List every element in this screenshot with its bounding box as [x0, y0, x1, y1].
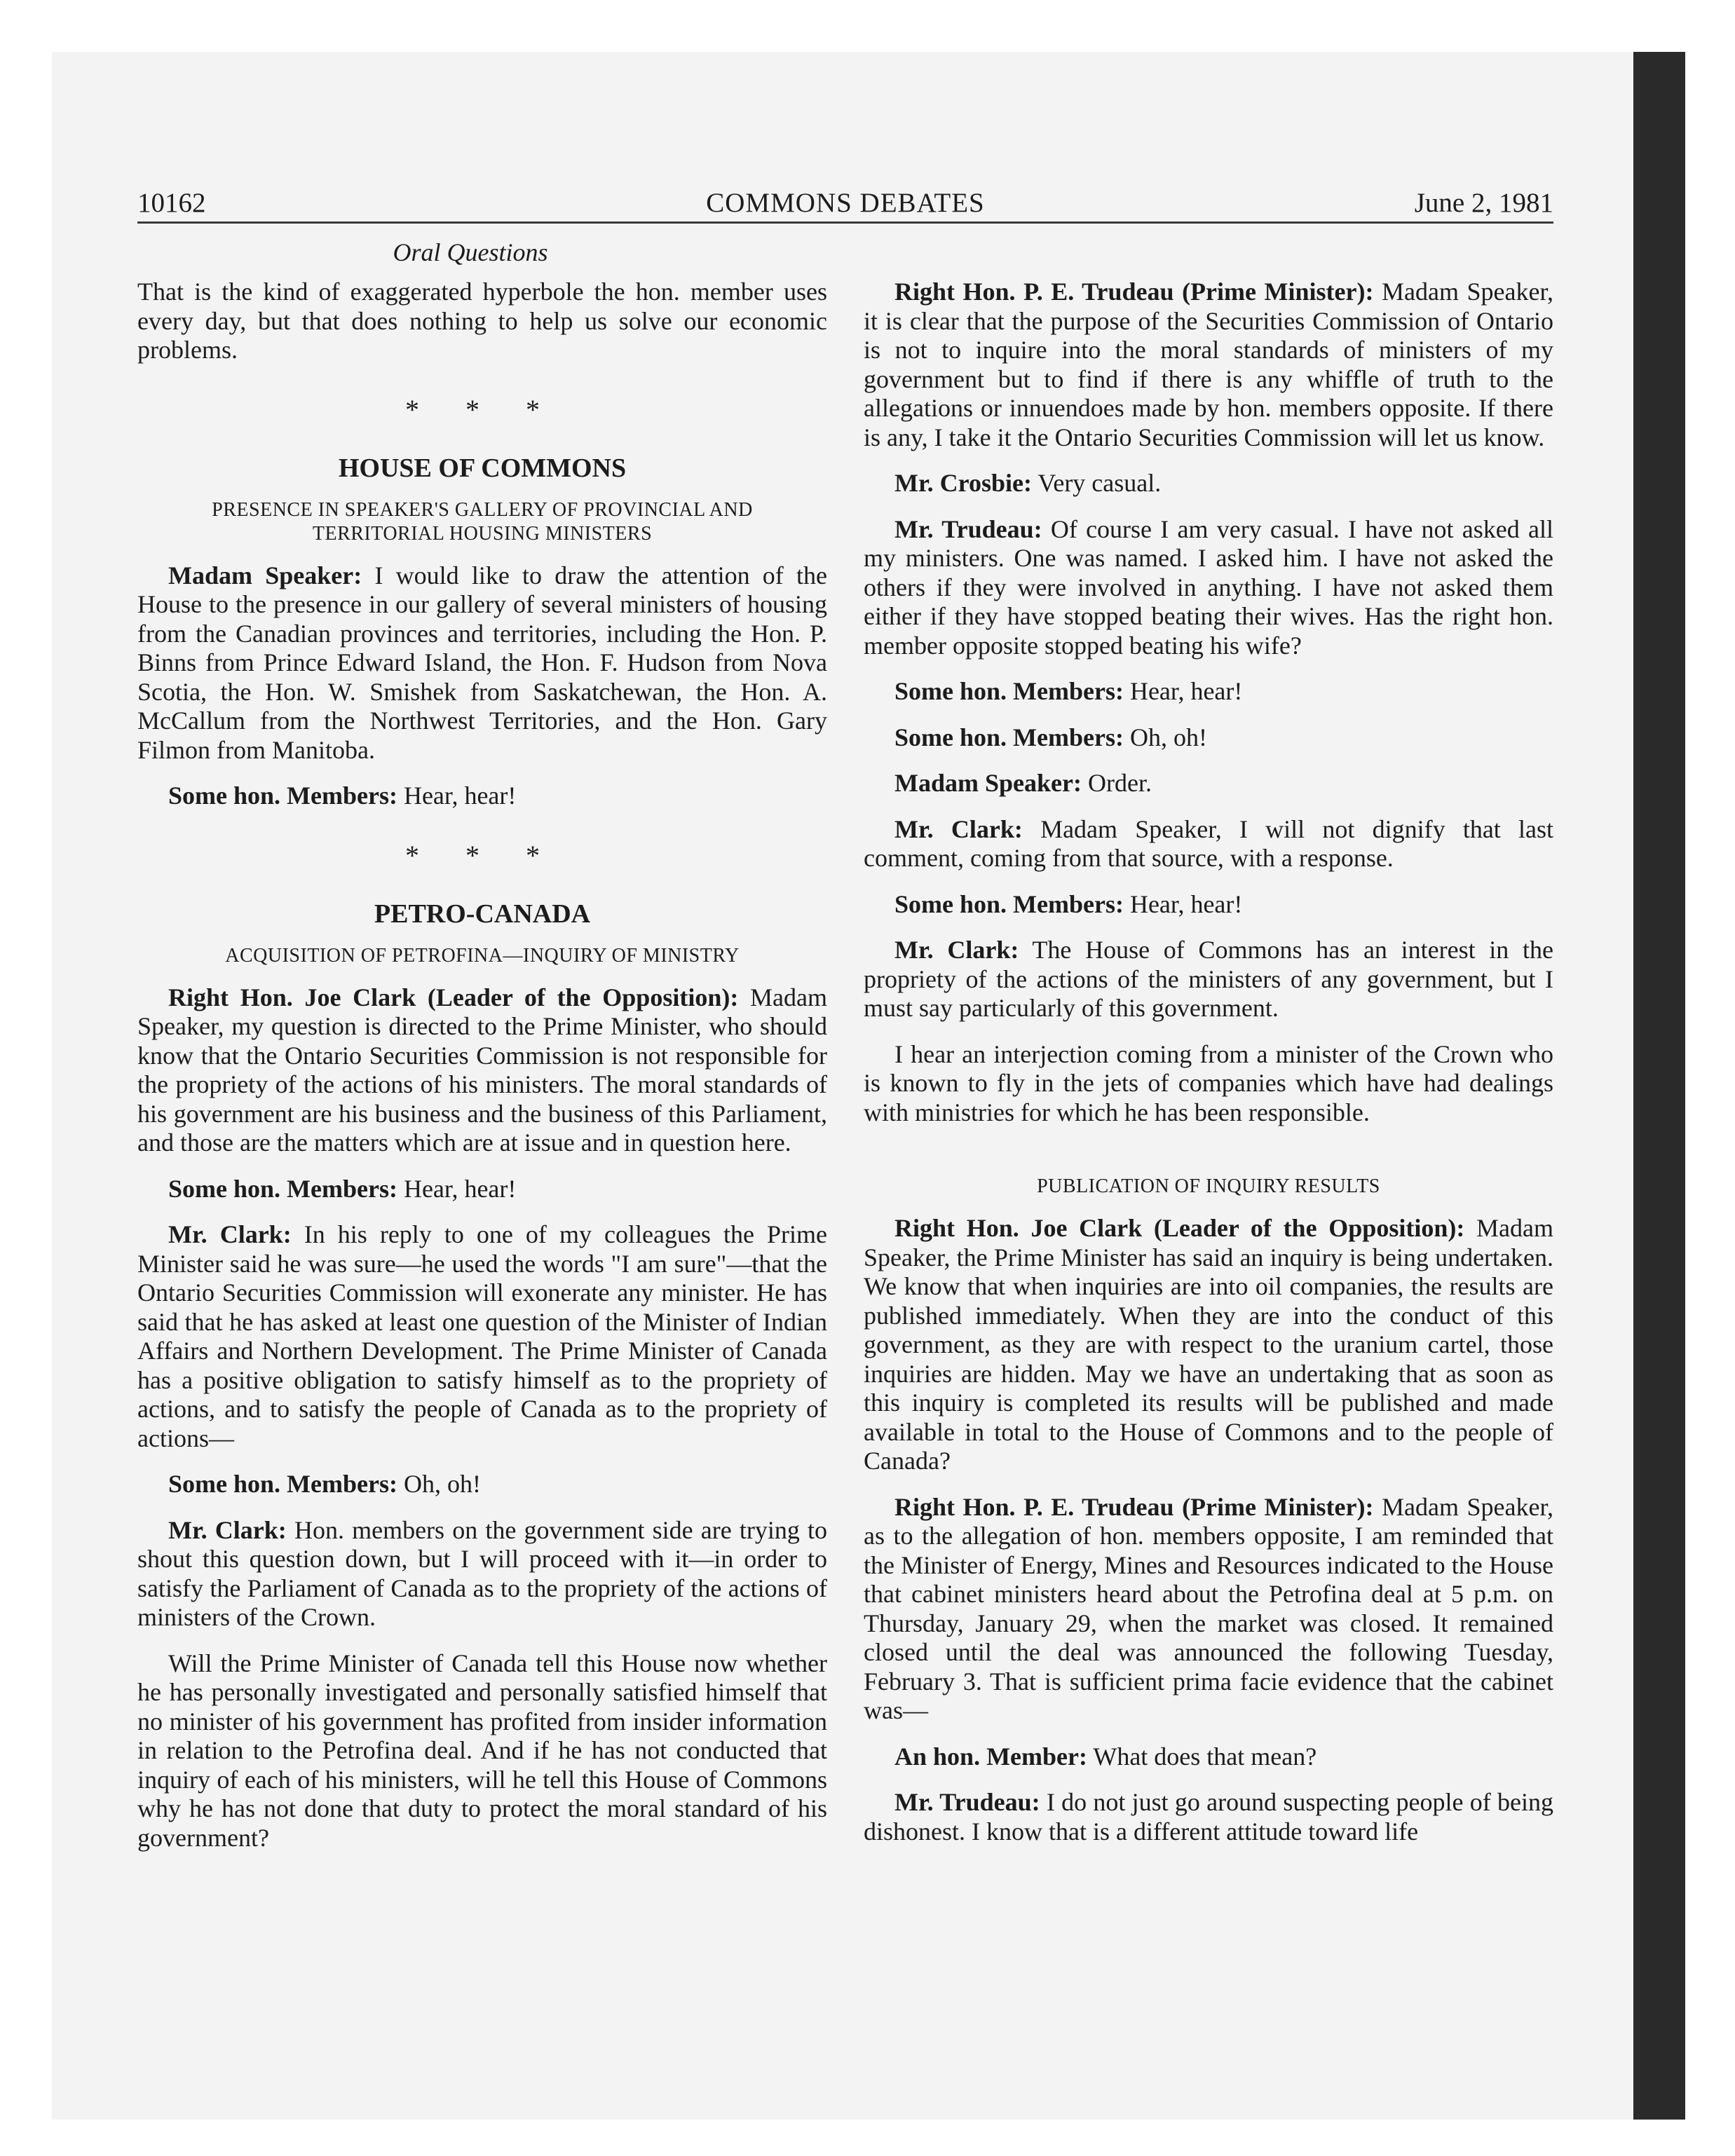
speech-text: Madam Speaker, as to the allegation of hon. members opposite, I am reminded that the Minister of Energy, Mines and Resources indicated to the House that cabinet ministers heard about the Petrofina deal at 5 p.m. on Thursday, January 29, when the market was closed. It remained closed until the deal was announced the following Tuesday, February 3. That is sufficient prima facie evidence that the cabinet was—: [864, 1492, 1553, 1724]
speaker-name: Right Hon. Joe Clark (Leader of the Opposition):: [894, 1214, 1465, 1242]
speaker-name: Right Hon. P. E. Trudeau (Prime Minister):: [894, 278, 1374, 306]
paragraph: [864, 515, 1553, 661]
speech-text: Very casual.: [1031, 469, 1162, 497]
speech-text: Hear, hear!: [1123, 889, 1243, 918]
speaker-name: Mr. Clark:: [168, 1220, 292, 1248]
paragraph: I hear an interjection coming from a minister of the Crown who is known to fly in the jets of companies which have had dealings with ministries for which he has been responsible.: [864, 1039, 1553, 1126]
spacer: [864, 1144, 1553, 1175]
left-column: [137, 278, 827, 1869]
speaker-name: Mr. Clark:: [168, 1515, 287, 1544]
section-heading: HOUSE OF COMMONS: [338, 453, 627, 483]
header-rule: [137, 221, 1553, 224]
subsection-heading: PRESENCE IN SPEAKER'S GALLERY OF PROVINCIAL AND TERRITORIAL HOUSING MINISTERS: [212, 498, 753, 545]
speaker-name: Mr. Crosbie:: [894, 469, 1032, 497]
speaker-name: Mr. Clark:: [894, 814, 1023, 843]
paragraph: [864, 1493, 1553, 1726]
section-heading: PETRO-CANADA: [374, 899, 591, 929]
speaker-name: Some hon. Members:: [894, 677, 1124, 705]
speaker-name: Some hon. Members:: [894, 723, 1124, 751]
paragraph: [137, 561, 827, 765]
binding-shadow: [1633, 52, 1685, 2120]
speaker-name: Mr. Clark:: [894, 936, 1019, 964]
speech-text: Madam Speaker, it is clear that the purpose of the Securities Commission of Ontario is not to inquire into the moral standards of ministers of my government but to find if there is any whiffle of truth to the allegations or innuendoes made by hon. members opposite. If there is any, I take it the Ontario Securities Commission will let us know.: [864, 278, 1553, 451]
section-separator: * * *: [405, 393, 559, 425]
paragraph: [137, 983, 827, 1158]
speech-text: Madam Speaker, I will not dignify that last comment, coming from that source, with a response.: [864, 814, 1554, 872]
speech-text: Order.: [1081, 769, 1152, 797]
speaker-name: Right Hon. P. E. Trudeau (Prime Minister):: [894, 1492, 1374, 1521]
subsection-heading: ACQUISITION OF PETROFINA—INQUIRY OF MINISTRY: [225, 944, 740, 967]
paragraph: [137, 1516, 827, 1632]
speaker-name: Madam Speaker:: [894, 769, 1082, 797]
paragraph: [864, 469, 1553, 498]
speech-text: Hear, hear!: [1123, 677, 1243, 705]
paragraph: Will the Prime Minister of Canada tell this House now whether he has personally investigated and personally satisfied himself that no minister of his government has profited from insider information in relation to the Petrofina deal. And if he has not conducted that inquiry of each of his ministers, will he tell this House of Commons why he has not done that duty to protect the moral standard of his government?: [137, 1649, 827, 1852]
paragraph: [137, 1175, 827, 1204]
speech-text: In his reply to one of my colleagues the Prime Minister said he was sure—he used the words "I am sure"—that the Ontario Securities Commission will exonerate any minister. He has said that he has asked at least one question of the Minister of Indian Affairs and Northern Development. The Prime Minister of Canada has a positive obligation to satisfy himself as to the propriety of actions, and to satisfy the people of Canada as to the propriety of actions—: [137, 1220, 827, 1452]
paragraph: [864, 278, 1553, 452]
speech-text: Oh, oh!: [397, 1470, 481, 1498]
paragraph: [137, 1220, 827, 1453]
paragraph: [864, 815, 1553, 873]
speech-text: The House of Commons has an interest in the propriety of the actions of the ministers of any government, but I must say particularly of this government.: [864, 936, 1554, 1022]
paragraph: [864, 936, 1553, 1023]
speaker-name: Some hon. Members:: [168, 1470, 397, 1498]
speech-text: Madam Speaker, my question is directed to the Prime Minister, who should know that the Ontario Securities Commission is not responsible for the propriety of the actions of his ministers. The moral standards of his government are his business and the business of this Parliament, and those are the matters which are at issue and in question here.: [137, 983, 828, 1157]
paragraph: [864, 677, 1553, 707]
paragraph: [864, 723, 1553, 753]
speech-text: I would like to draw the attention of the House to the presence in our gallery of several ministers of housing from the Canadian provinces and territories, including the Hon. P. Binns from Prince Edward Island, the Hon. F. Hudson from Nova Scotia, the Hon. W. Smishek from Saskatchewan, the Hon. A. McCallum from the Northwest Territories, and the Hon. Gary Filmon from Manitoba.: [137, 561, 827, 764]
speech-text: Hear, hear!: [397, 782, 517, 810]
speech-text: What does that mean?: [1087, 1742, 1317, 1770]
speaker-name: Mr. Trudeau:: [894, 514, 1042, 543]
speech-text: I do not just go around suspecting people of being dishonest. I know that is a different attitude toward life: [864, 1788, 1553, 1845]
speech-text: Of course I am very casual. I have not asked all my ministers. One was named. I asked him. I have not asked the others if they were involved in anything. I have not asked them either if they have stopped beating their wives. Has the right hon. member opposite stopped beating his wife?: [864, 514, 1553, 660]
running-header: [137, 185, 1553, 221]
speaker-name: Mr. Trudeau:: [894, 1788, 1040, 1816]
paragraph: [137, 782, 827, 811]
section-separator: * * *: [405, 839, 559, 871]
paragraph: [864, 890, 1553, 920]
page-number: 10162: [137, 188, 206, 218]
right-column: [864, 278, 1553, 1863]
speech-text: Hon. members on the government side are trying to shout this question down, but I will proceed with it—in order to satisfy the Parliament of Canada as to the propriety of the actions of ministers of the Crown.: [137, 1515, 827, 1631]
speaker-name: An hon. Member:: [894, 1742, 1087, 1770]
speech-text: Oh, oh!: [1123, 723, 1207, 751]
speaker-name: Some hon. Members:: [168, 1174, 397, 1203]
page-date: June 2, 1981: [1414, 188, 1553, 218]
speaker-name: Some hon. Members:: [168, 782, 397, 810]
paragraph: [864, 1788, 1553, 1846]
paragraph: [864, 1742, 1553, 1772]
publication-title: COMMONS DEBATES: [706, 188, 985, 218]
paragraph: That is the kind of exaggerated hyperbole the hon. member uses every day, but that does nothing to help us solve our economic problems.: [137, 278, 827, 364]
speaker-name: Right Hon. Joe Clark (Leader of the Opposition):: [168, 983, 739, 1011]
paragraph: [137, 1470, 827, 1499]
speech-text: Hear, hear!: [397, 1174, 517, 1203]
paragraph: [864, 1214, 1553, 1476]
paragraph: [864, 769, 1553, 798]
speaker-name: Madam Speaker:: [168, 561, 362, 589]
subsection-heading: PUBLICATION OF INQUIRY RESULTS: [1037, 1175, 1380, 1197]
speech-text: Madam Speaker, the Prime Minister has said an inquiry is being undertaken. We know that when inquiries are into oil companies, the results are published immediately. When they are into the conduct of this government, as they are with respect to the uranium cartel, those inquiries are hidden. May we have an undertaking that as soon as this inquiry is completed its results will be published and made available in total to the House of Commons and to the people of Canada?: [864, 1214, 1554, 1475]
section-label: Oral Questions: [393, 238, 548, 266]
speaker-name: Some hon. Members:: [894, 889, 1124, 918]
